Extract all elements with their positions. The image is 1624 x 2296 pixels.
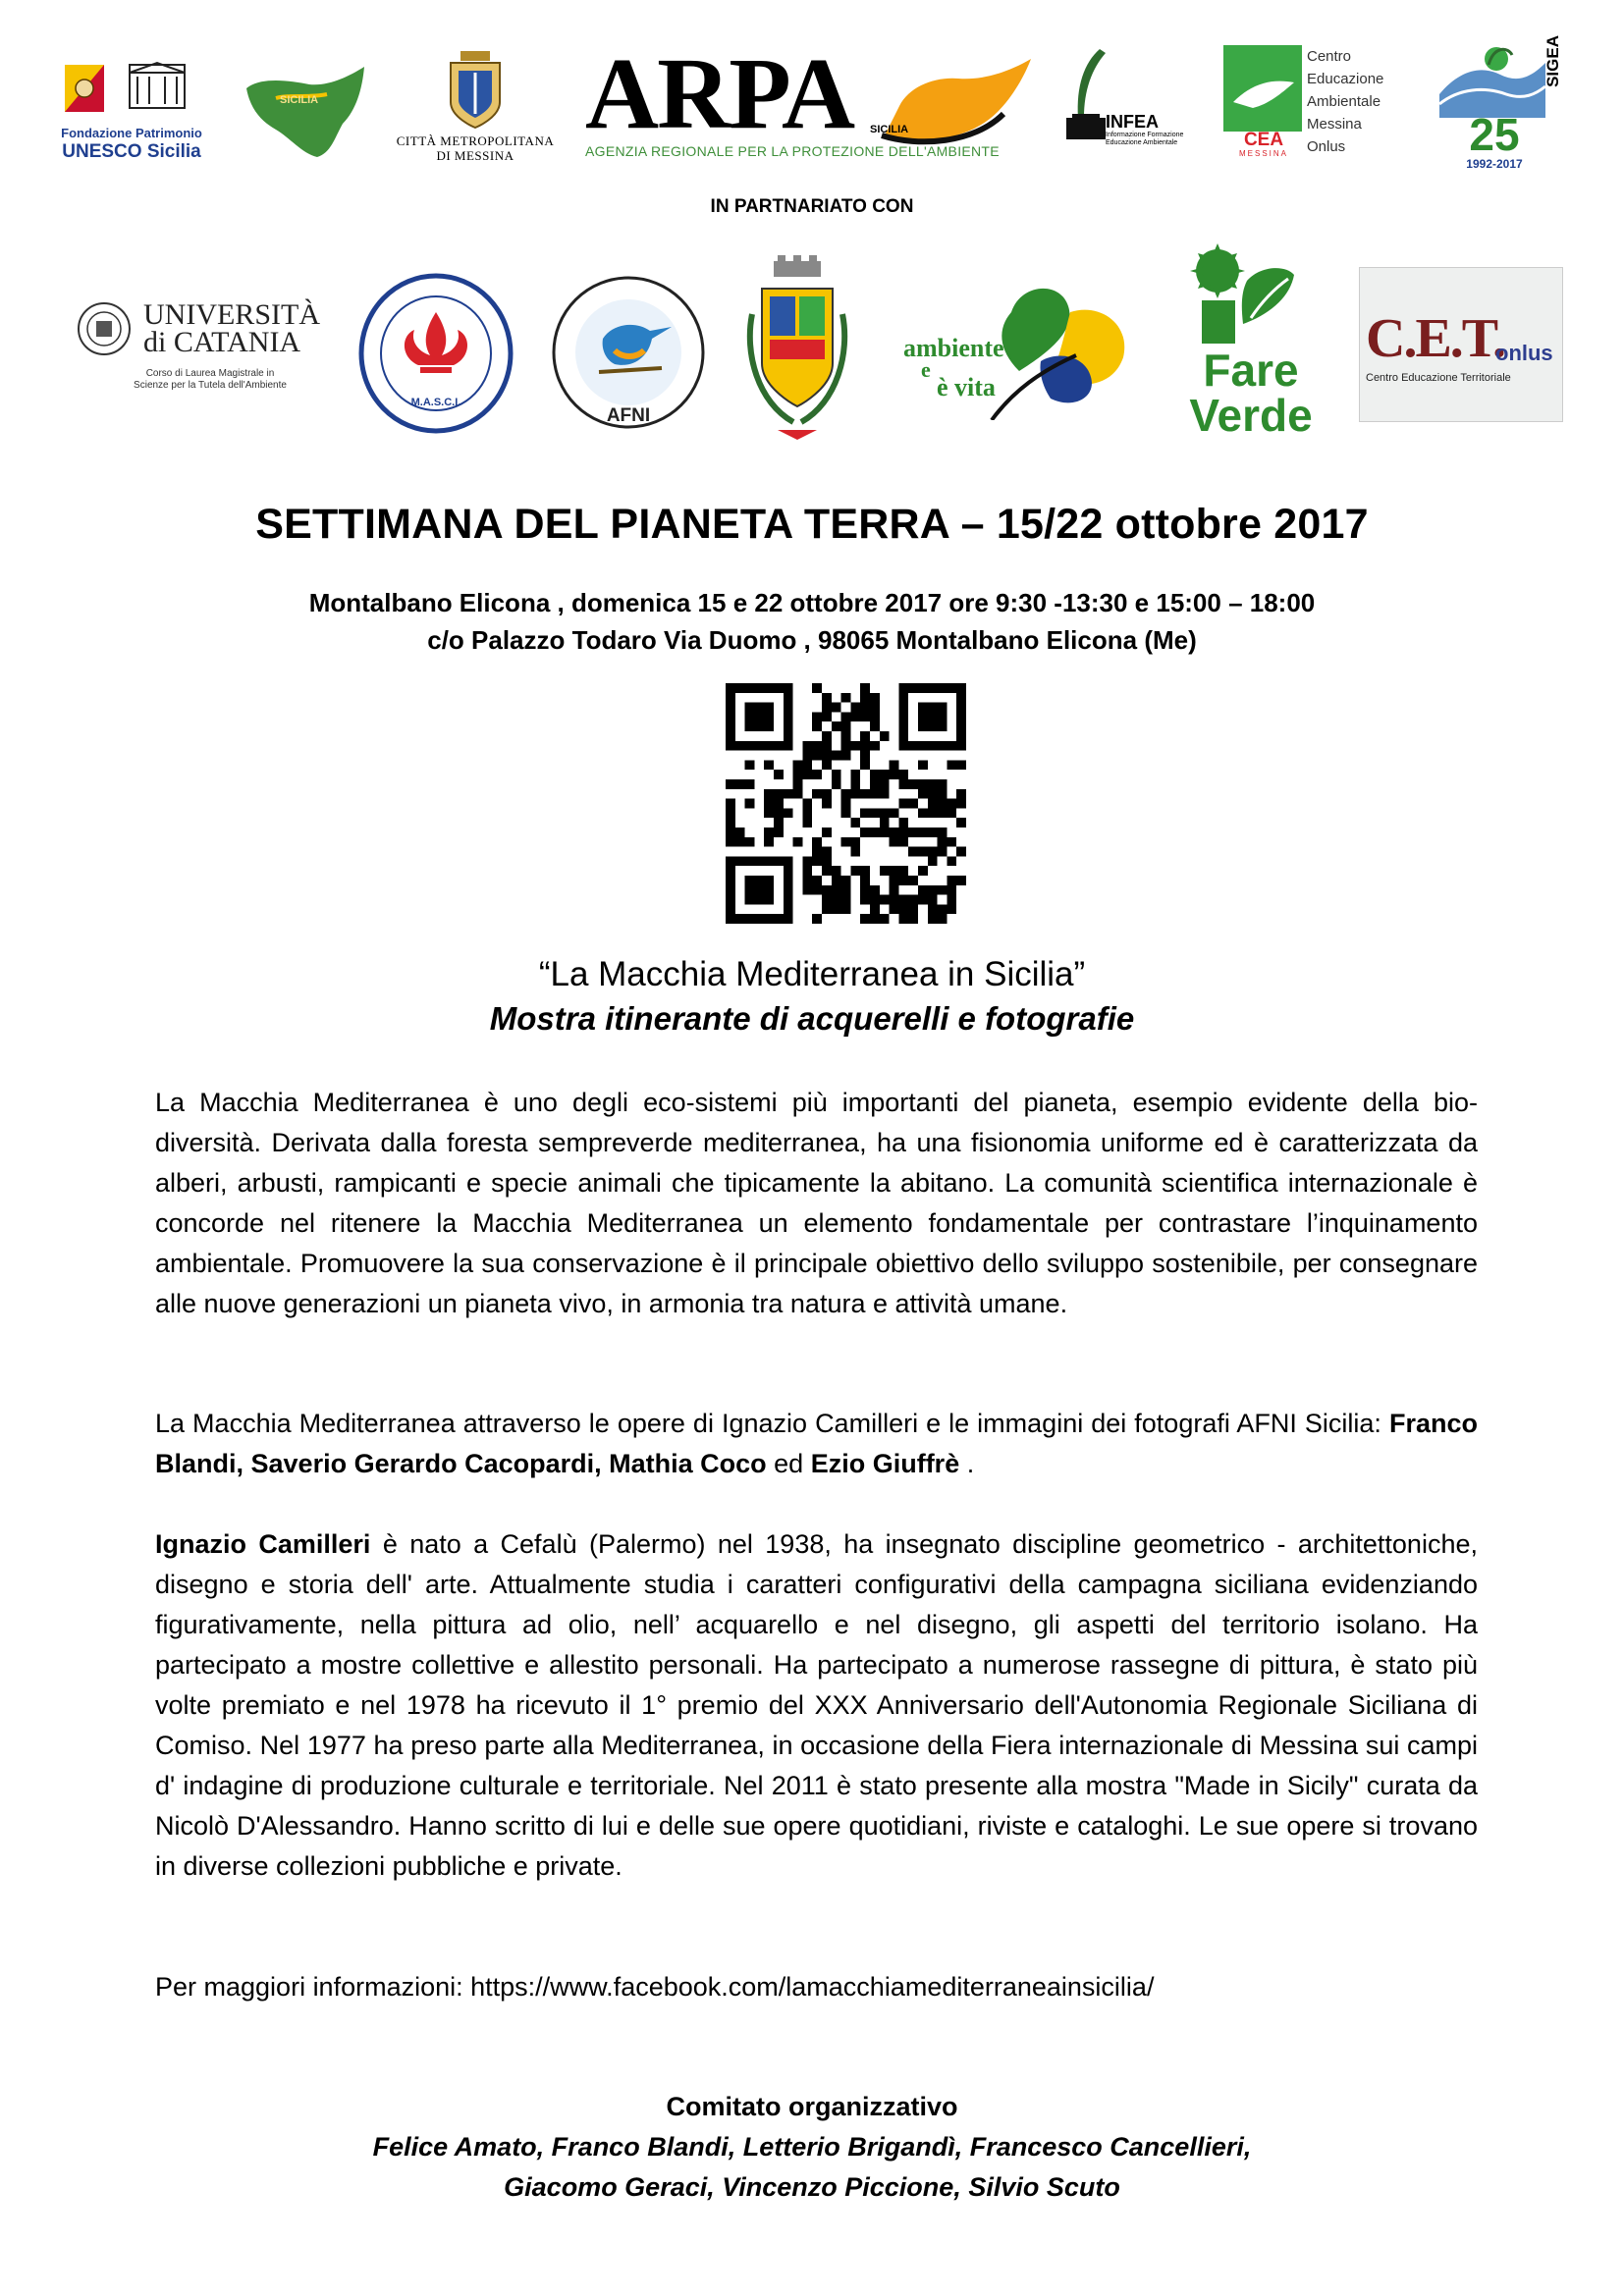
- cea-line1: Centro: [1307, 48, 1352, 65]
- sigea-logo: [1435, 35, 1565, 173]
- ambiente-line2: e: [921, 357, 931, 382]
- coat-of-arms-icon: [378, 47, 572, 132]
- bio-name: Ignazio Camilleri: [155, 1529, 371, 1559]
- bio-text: è nato a Cefalù (Palermo) nel 1938, ha insegnato discipline geometrico - architettoniche, disegno e storia dell' arte. Attualmente studia i caratteri configurativi della campagna siciliana evidenziando figurativamente, nella pittura ad olio, nell’ acquarello e nel disegno, gli aspetti del territorio isolano. Ha partecipato a mostre collettive e allestito personali. Ha partecipato a numerose rassegne di pittura, è stato più volte premiato e nel 1978 ha ricevuto il 1° premio del XXX Anniversario dell'Autonomia Regionale Siciliana di Comiso. Nel 1977 ha preso parte alla Mediterranea, in occasione della Fiera internazionale di Messina sui campi d' indagine di produzione culturale e territoriale. Nel 2011 è stato presente alla mostra "Made in Sicily" curata da Nicolò D'Alessandro. Hanno scritto di lui e delle sue opere quotidiani, riviste e cataloghi. Le sue opere si trovano in diverse collezioni pubbliche e private.: [155, 1529, 1478, 1881]
- partnership-label: IN PARTNARIATO CON: [710, 196, 914, 217]
- qr-code-icon: [726, 683, 966, 924]
- citta-metropolitana-logo: [378, 47, 572, 165]
- exhibition-title: “La Macchia Mediterranea in Sicilia”: [538, 955, 1086, 993]
- unesco-line2: UNESCO Sicilia: [62, 141, 201, 162]
- info-label: Per maggiori informazioni:: [155, 1972, 471, 2002]
- artists-last-name: Ezio Giuffrè: [810, 1449, 960, 1478]
- afni-abbr: AFNI: [606, 405, 651, 426]
- sigea-years: 1992-2017: [1466, 157, 1523, 171]
- ambiente-line1: ambiente: [903, 334, 1004, 362]
- arpa-subtitle: AGENZIA REGIONALE PER LA PROTEZIONE DELL'AMBIENTE: [585, 143, 1000, 159]
- event-where: c/o Palazzo Todaro Via Duomo , 98065 Montalbano Elicona (Me): [427, 625, 1197, 655]
- exhibition-subtitle: Mostra itinerante di acquerelli e fotografie: [489, 1000, 1135, 1037]
- artists-end: .: [959, 1449, 975, 1478]
- citta-line2: DI MESSINA: [436, 148, 514, 163]
- unesco-line1: Fondazione Patrimonio: [61, 126, 202, 140]
- ambiente-line3: è vita: [937, 373, 996, 401]
- unict-line2: di CATANIA: [143, 326, 301, 358]
- cea-sub: MESSINA: [1238, 149, 1288, 158]
- committee-title: Comitato organizzativo: [666, 2092, 958, 2121]
- artists-intro: La Macchia Mediterranea attraverso le opere di Ignazio Camilleri e le immagini dei fotografi AFNI Sicilia:: [155, 1409, 1389, 1438]
- unict-logo: [75, 299, 330, 398]
- paragraph-info: [155, 1967, 1478, 2007]
- sigea-brand: SIGEA: [1543, 35, 1562, 87]
- artists-names: Franco Blandi, Saverio Gerardo Cacopardi, Mathia Coco: [155, 1409, 1478, 1478]
- fare-verde-logo: [1172, 241, 1329, 448]
- scout-fleur-de-lis-icon: [357, 273, 514, 435]
- ambiente-e-vita-logo: [903, 273, 1149, 420]
- university-seal-icon: [75, 299, 134, 358]
- cea-line4: Messina: [1307, 116, 1362, 133]
- cea-line5: Onlus: [1307, 138, 1346, 155]
- cet-sub: Centro Educazione Territoriale: [1366, 372, 1511, 384]
- paragraph-description: La Macchia Mediterranea è uno degli eco-sistemi più importanti del pianeta, esempio evidente della bio-diversità. Derivata dalla foresta sempreverde mediterranea, ha una fisionomia uniforme ed è caratterizzata da alberi, arbusti, rampicanti e specie animali che tipicamente la abitano. La comunità scientifica internazionale è concorde nel ritenere la Macchia Mediterranea un elemento fondamentale per contrastare l’inquinamento ambientale. Promuovere la sua conservazione è il principale obiettivo dello sviluppo sostenibile, per consegnare alle nuove generazioni un pianeta vivo, in armonia tra natura e attività umane.: [155, 1088, 1478, 1318]
- citta-line1: CITTÀ METROPOLITANA: [396, 133, 555, 148]
- unesco-sicilia-logo: [43, 59, 220, 167]
- sicilia-map-logo: [241, 59, 370, 162]
- paragraph-artists: [155, 1404, 1478, 1484]
- unict-sub2: Scienze per la Tutela dell'Ambiente: [134, 380, 287, 391]
- infea-brand: INFEA: [1106, 112, 1159, 132]
- comune-shield-icon: [738, 255, 856, 448]
- cea-brand: CEA: [1243, 130, 1284, 150]
- infea-subtitle: Informazione Formazione Educazione Ambientale: [1106, 132, 1184, 146]
- masci-abbr: M.A.S.C.I.: [410, 397, 461, 408]
- event-title: SETTIMANA DEL PIANETA TERRA – 15/22 ottobre 2017: [255, 501, 1369, 548]
- comune-coat-of-arms: [738, 255, 856, 448]
- infea-logo: [1055, 43, 1212, 151]
- committee-line1: Felice Amato, Franco Blandi, Letterio Brigandì, Francesco Cancellieri,: [372, 2132, 1252, 2162]
- artists-conj: ed: [766, 1449, 811, 1478]
- cea-line2: Educazione: [1307, 71, 1384, 87]
- fare-verde-leaf-icon: [1172, 241, 1329, 347]
- sicilia-map-text: SICILIA: [280, 94, 319, 106]
- afni-logo: [550, 270, 707, 437]
- unict-line1: UNIVERSITÀ: [143, 298, 320, 331]
- arpa-tag: SICILIA: [870, 124, 909, 135]
- cet-brand: C.E.T.: [1366, 308, 1504, 369]
- sicily-map-icon: [241, 59, 370, 162]
- committee-line2: Giacomo Geraci, Vincenzo Piccione, Silvio Scuto: [504, 2172, 1120, 2202]
- paragraph-biography: [155, 1524, 1478, 1887]
- qr-code[interactable]: [726, 683, 966, 924]
- arpa-brand: ARPA: [585, 37, 854, 150]
- cet-suffix: onlus: [1495, 341, 1553, 365]
- fare-verde-line2: Verde: [1189, 390, 1313, 441]
- info-url-link[interactable]: https://www.facebook.com/lamacchiamediterraneainsicilia/: [470, 1972, 1155, 2002]
- event-when: Montalbano Elicona , domenica 15 e 22 ottobre 2017 ore 9:30 -13:30 e 15:00 – 18:00: [308, 588, 1316, 617]
- cet-onlus-logo: [1359, 267, 1563, 422]
- arpa-sicilia-logo: [585, 37, 1037, 165]
- cea-messina-logo: [1223, 43, 1408, 165]
- masci-logo: [357, 273, 514, 435]
- fare-verde-line1: Fare: [1203, 345, 1299, 396]
- cea-line3: Ambientale: [1307, 93, 1381, 110]
- unict-sub1: Corso di Laurea Magistrale in: [145, 368, 275, 379]
- sigea-number: 25: [1469, 109, 1520, 160]
